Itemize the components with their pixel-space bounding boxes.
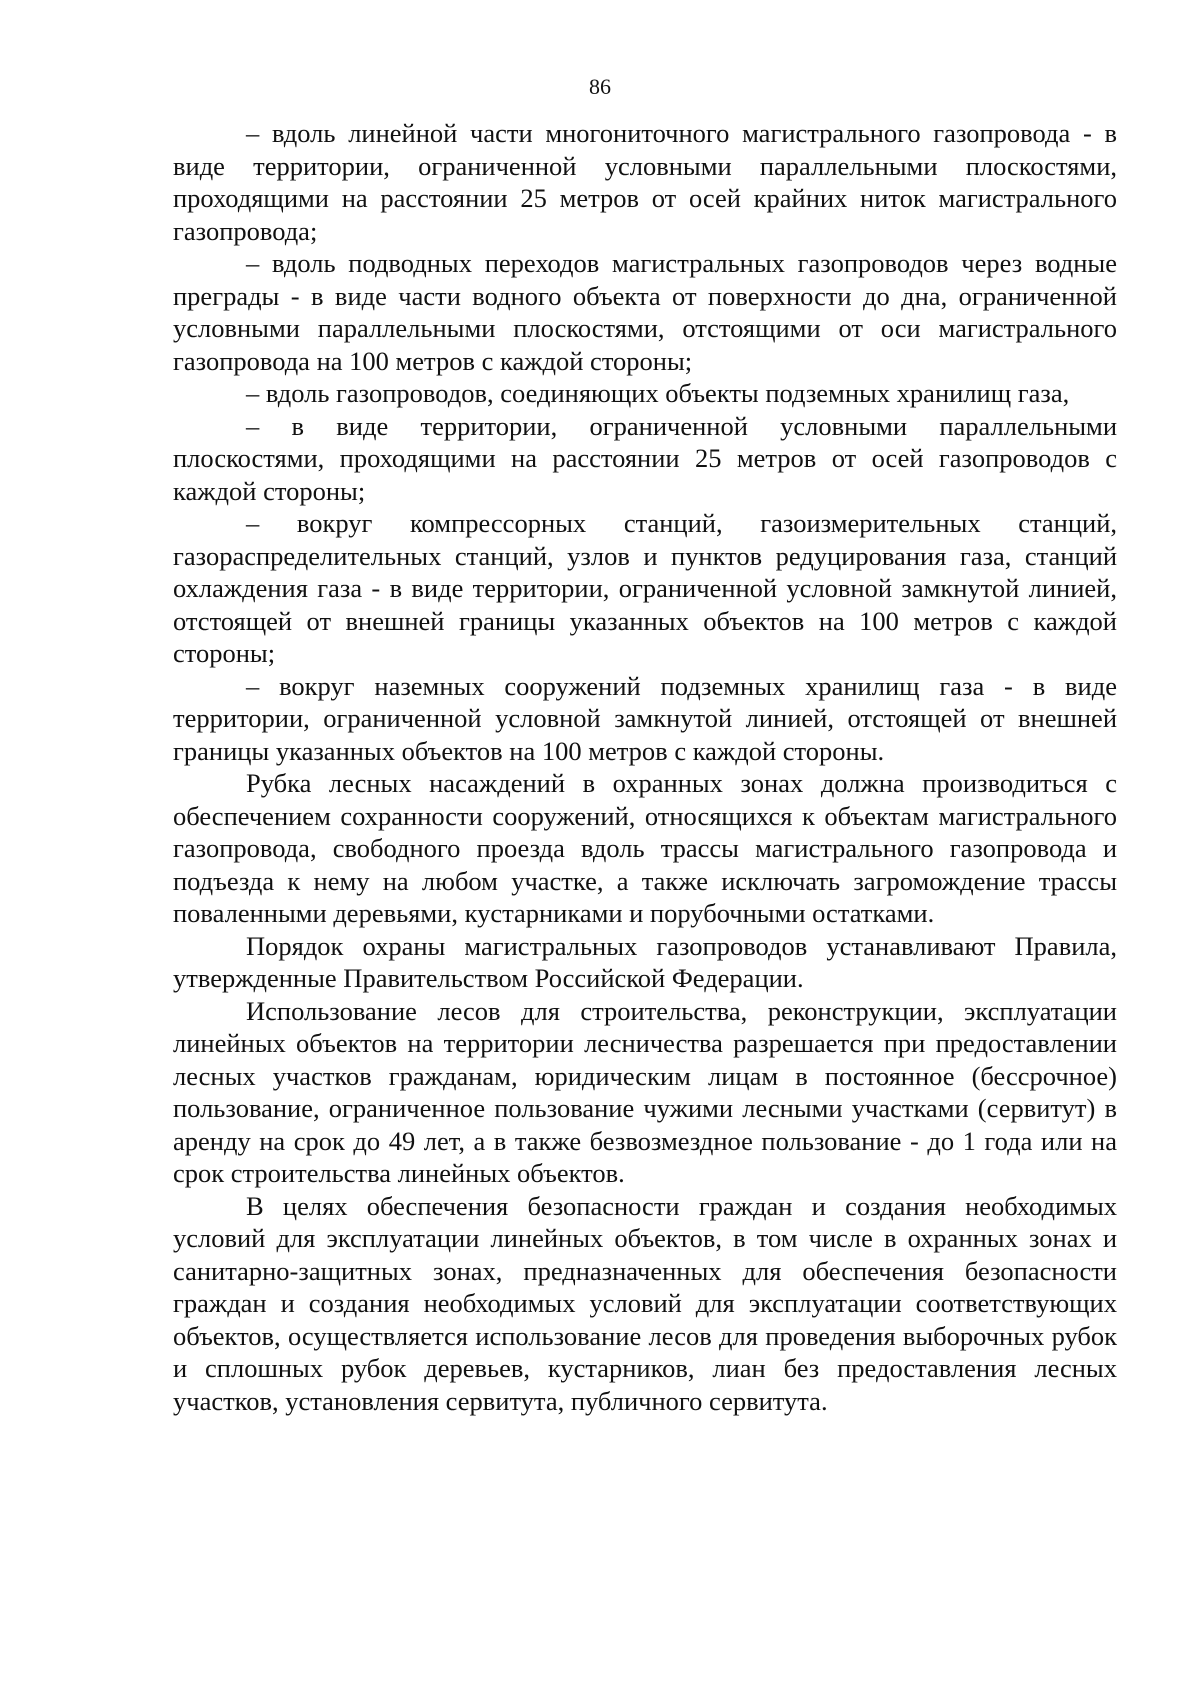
paragraph-stations-zone: – вокруг компрессорных станций, газоизмерительных станций, газораспределительных станций, узлов и пунктов редуцирования газа, станций охлаждения газа - в виде территории, ограниченной условной замкнутой линией, отстоящей от внешней границы указанных объектов на 100 метров с каждой стороны;: [173, 508, 1117, 668]
paragraph-forest-use-linear-objects: Использование лесов для строительства, реконструкции, эксплуатации линейных объектов на территории лесничества разрешается при предоставлении лесных участков гражданам, юридическим лицам в постоянное (бессрочное) пользование, ограниченное пользование чужими лесными участками (сервитут) в аренду на срок до 49 лет, а в также безвозмездное пользование - до 1 года или на срок строительства линейных объектов.: [173, 995, 1117, 1188]
paragraph-forest-cutting-rules: Рубка лесных насаждений в охранных зонах должна производиться с обеспечением сохранности сооружений, относящихся к объектам магистрального газопровода, свободного проезда вдоль трассы магистрального газопровода и подъезда к нему на любом участке, а также исключать загромождение трассы поваленными деревьями, кустарниками и порубочными остатками.: [173, 768, 1117, 928]
document-body: [173, 117, 1117, 1417]
paragraph-storage-pipelines-zone: – вдоль газопроводов, соединяющих объекты подземных хранилищ газа,: [246, 378, 1070, 408]
paragraph-underwater-crossings-zone: – вдоль подводных переходов магистральных газопроводов через водные преграды - в виде части водного объекта от поверхности до дна, ограниченной условными параллельными плоскостями, отстоящими от оси магистрального газопровода на 100 метров с каждой стороны;: [173, 248, 1117, 376]
paragraph-protection-order: Порядок охраны магистральных газопроводов устанавливают Правила, утвержденные Правительством Российской Федерации.: [173, 930, 1117, 993]
paragraph-territory-25m-zone: – в виде территории, ограниченной условными параллельными плоскостями, проходящими на расстоянии 25 метров от осей газопроводов с каждой стороны;: [173, 410, 1117, 506]
page-number: 86: [589, 74, 611, 99]
paragraph-linear-part-zone: – вдоль линейной части многониточного магистрального газопровода - в виде территории, ограниченной условными параллельными плоскостями, проходящими на расстоянии 25 метров от осей крайних ниток магистрального газопровода;: [173, 118, 1117, 246]
paragraph-safety-conditions: В целях обеспечения безопасности граждан и создания необходимых условий для эксплуатации линейных объектов, в том числе в охранных зонах и санитарно-защитных зонах, предназначенных для обеспечения безопасности граждан и создания необходимых условий для эксплуатации соответствующих объектов, осуществляется использование лесов для проведения выборочных рубок и сплошных рубок деревьев, кустарников, лиан без предоставления лесных участков, установления сервитута, публичного сервитута.: [173, 1190, 1117, 1416]
paragraph-ground-structures-zone: – вокруг наземных сооружений подземных хранилищ газа - в виде территории, ограниченной условной замкнутой линией, отстоящей от внешней границы указанных объектов на 100 метров с каждой стороны.: [173, 670, 1117, 766]
